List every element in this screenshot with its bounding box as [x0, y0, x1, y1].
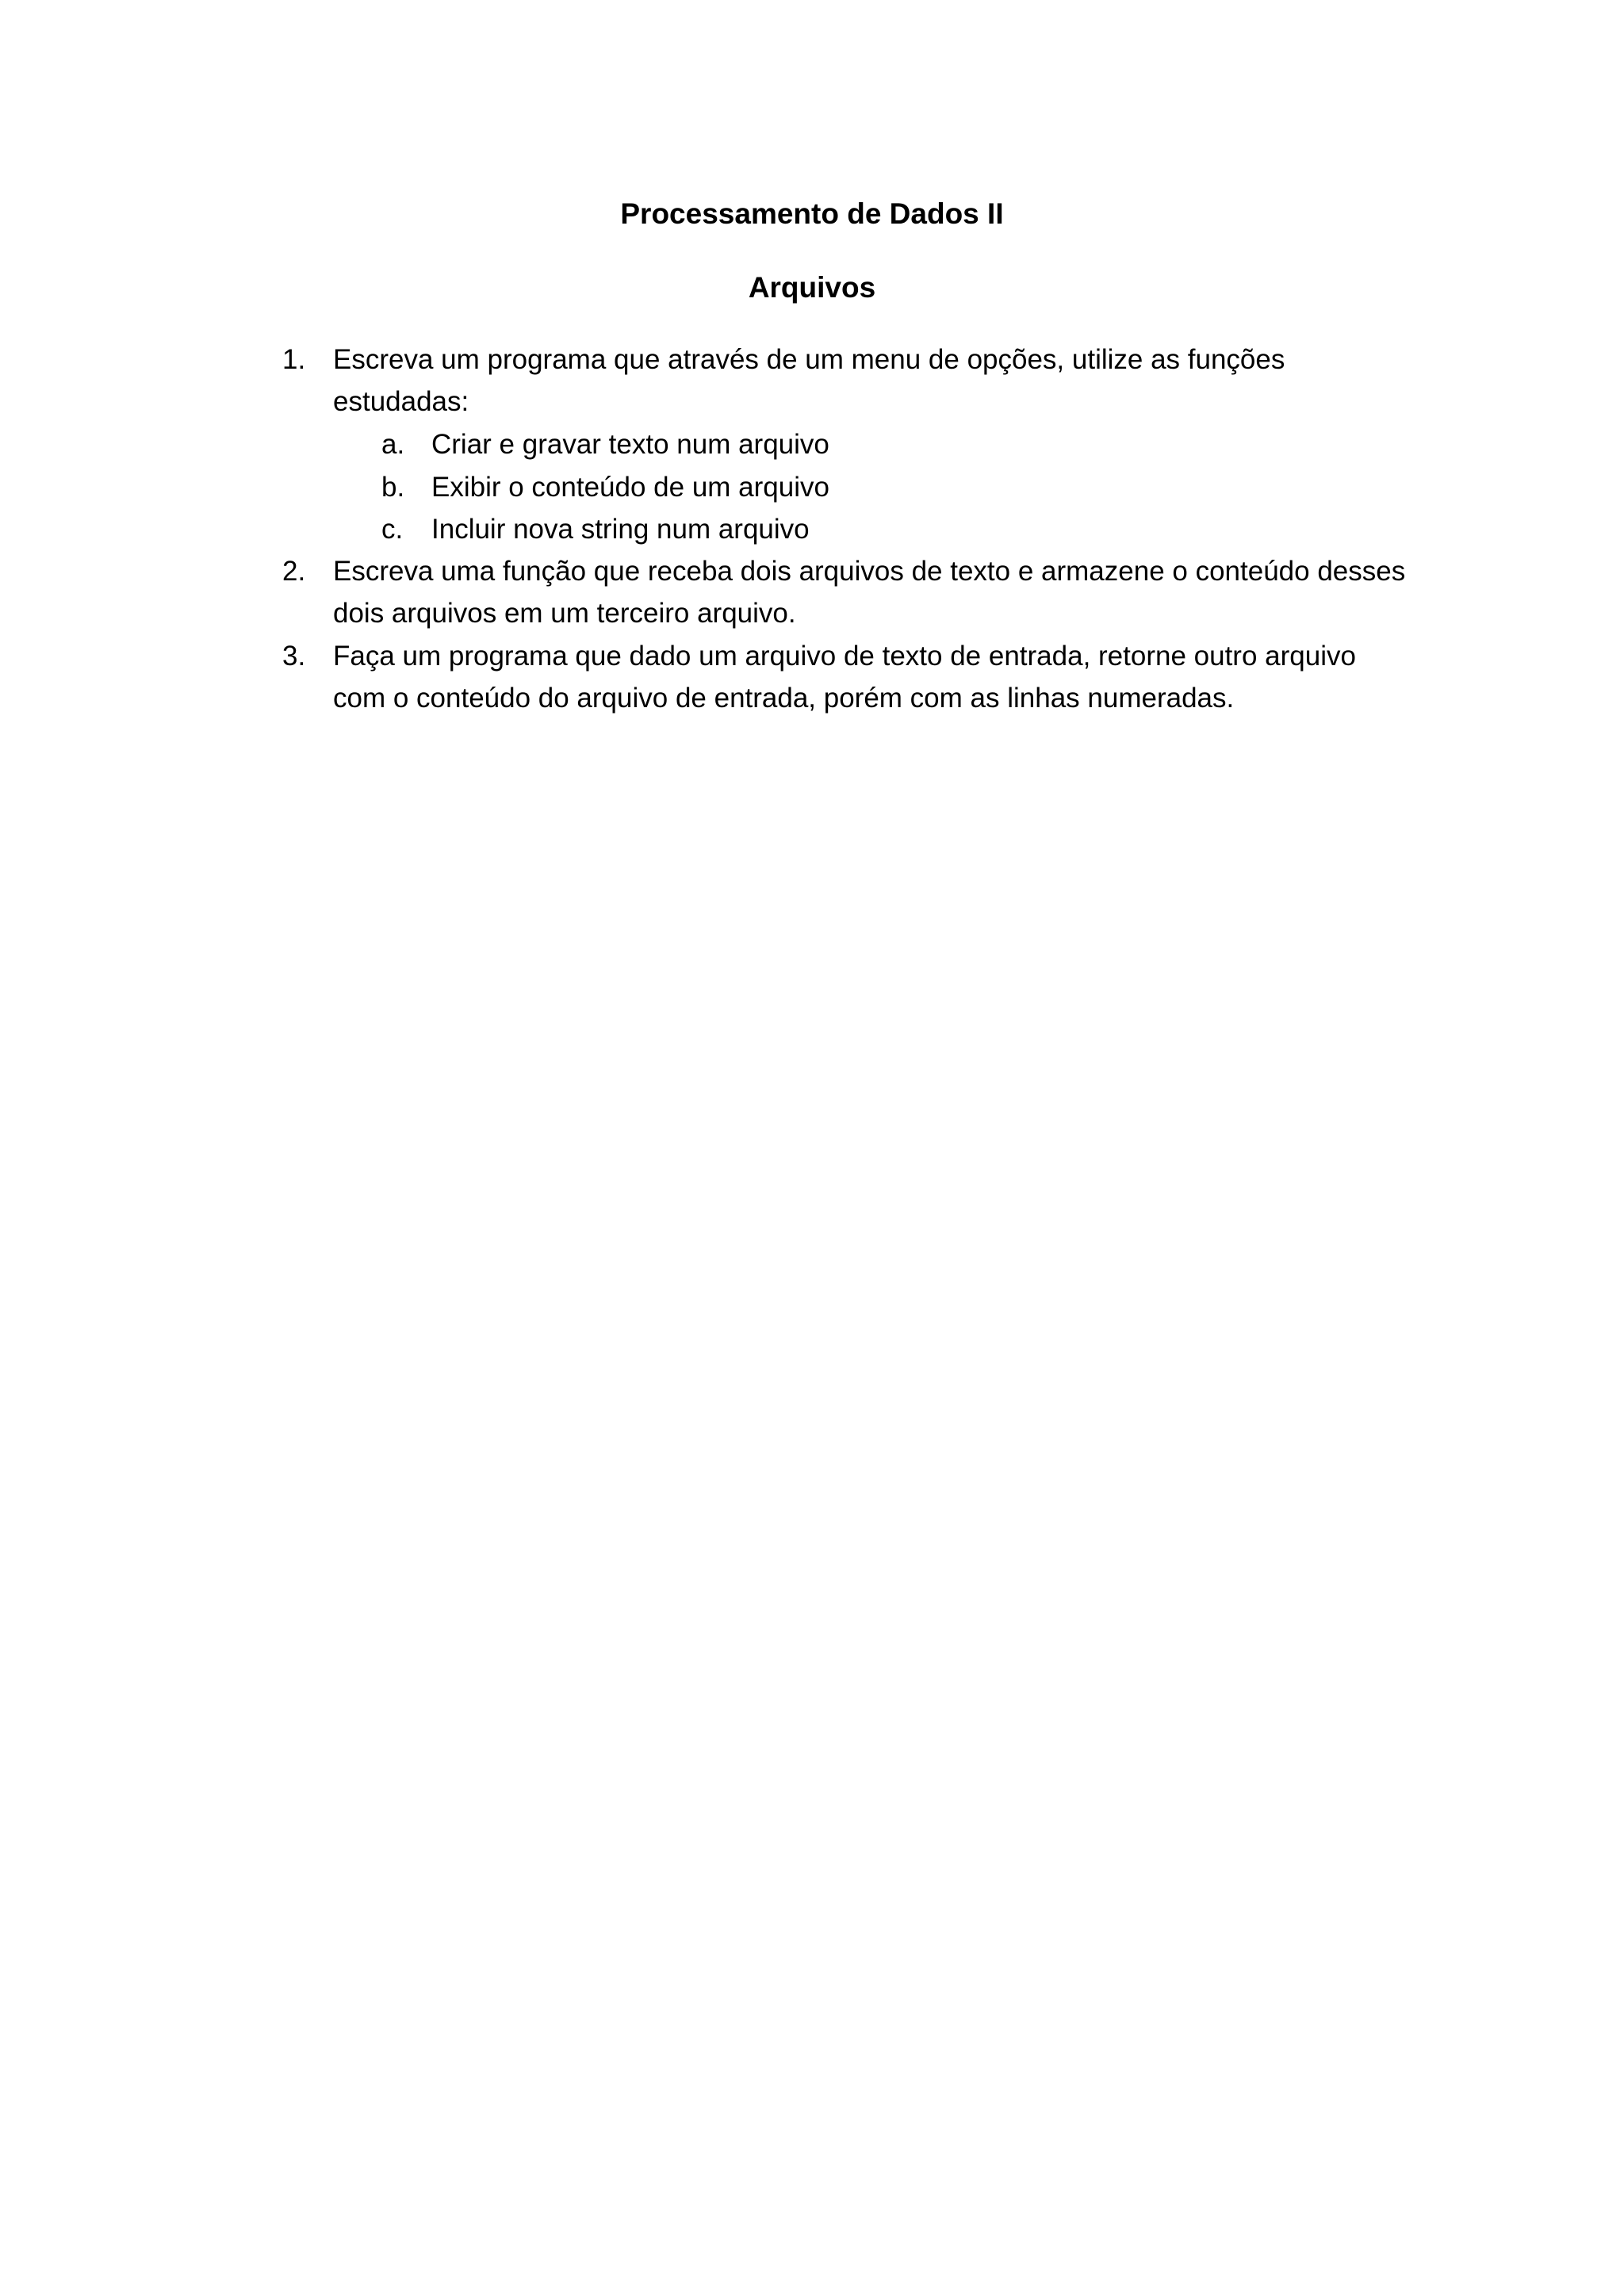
- sub-list-item-text: Criar e gravar texto num arquivo: [431, 429, 829, 460]
- sub-list-item-letter: b.: [381, 472, 405, 503]
- sub-list-item-letter: c.: [381, 514, 404, 545]
- list-item-text-line: com o conteúdo do arquivo de entrada, porém com as linhas numeradas.: [333, 683, 1235, 714]
- sub-list-item-text: Exibir o conteúdo de um arquivo: [431, 472, 829, 503]
- list-item-number: 2.: [282, 556, 306, 587]
- list-item-number: 1.: [282, 344, 306, 375]
- document-subtitle: Arquivos: [748, 271, 876, 304]
- list-item-text-line: Escreva uma função que receba dois arquivos de texto e armazene o conteúdo desses: [333, 556, 1406, 587]
- list-item-text-line: dois arquivos em um terceiro arquivo.: [333, 598, 796, 629]
- sub-list-item-letter: a.: [381, 429, 405, 460]
- list-item-text-line: estudadas:: [333, 386, 469, 417]
- list-item-text-line: Escreva um programa que através de um menu de opções, utilize as funções: [333, 344, 1285, 375]
- list-item-number: 3.: [282, 641, 306, 672]
- list-item-text-line: Faça um programa que dado um arquivo de texto de entrada, retorne outro arquivo: [333, 641, 1356, 672]
- sub-list-item-text: Incluir nova string num arquivo: [431, 514, 810, 545]
- document-title: Processamento de Dados II: [620, 197, 1004, 230]
